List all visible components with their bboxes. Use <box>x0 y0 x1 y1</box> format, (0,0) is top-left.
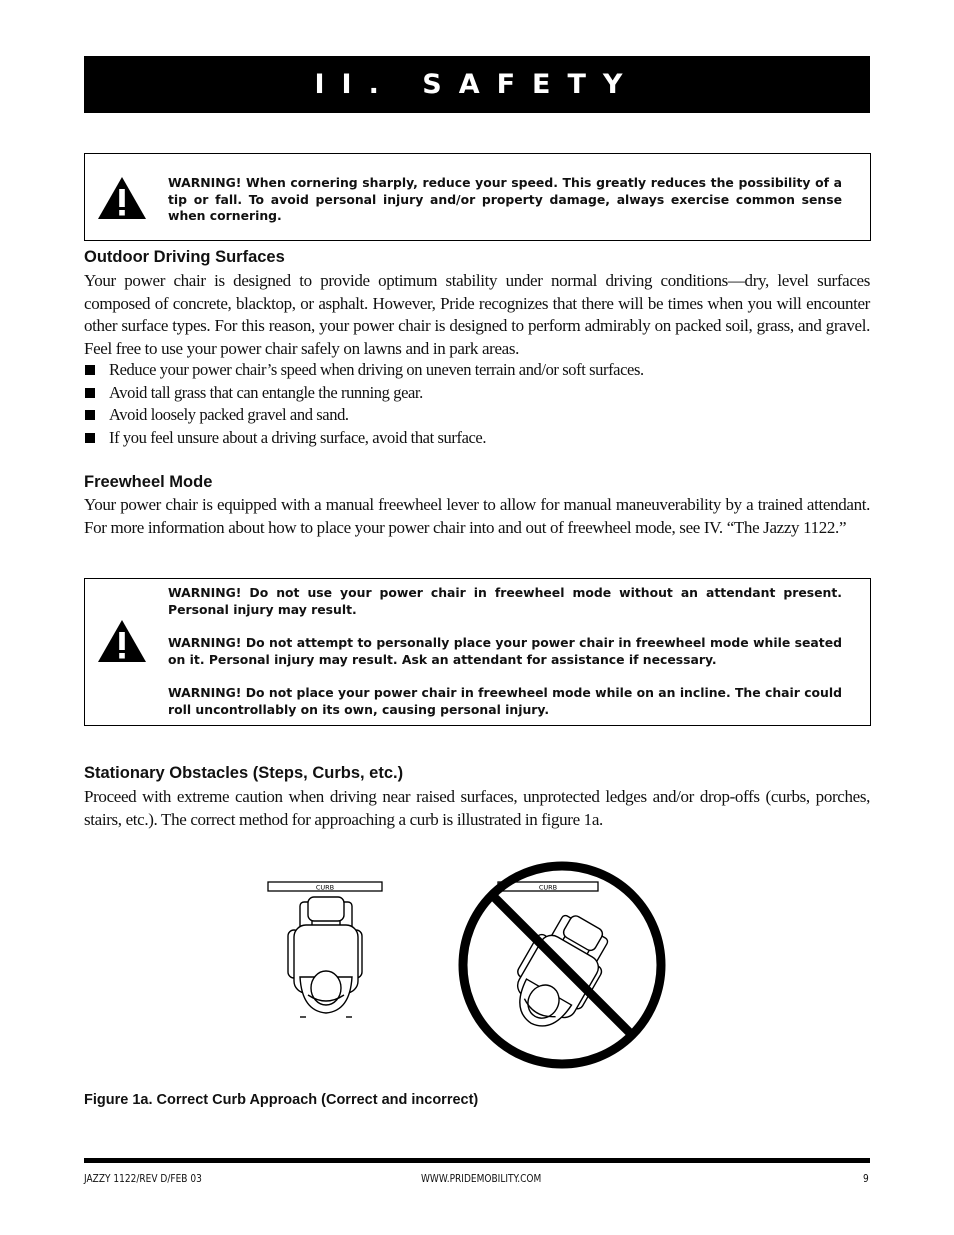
incorrect-curb-approach-illustration <box>450 855 674 1079</box>
bullet-square-icon <box>85 365 95 375</box>
curb-label: CURB <box>315 883 335 892</box>
list-item: If you feel unsure about a driving surface, avoid that surface. <box>84 427 870 450</box>
heading-stationary-obstacles: Stationary Obstacles (Steps, Curbs, etc.) <box>84 764 404 782</box>
outdoor-bullet-list <box>84 359 870 449</box>
correct-curb-approach-illustration <box>262 875 392 1025</box>
warning-text: WARNING! Do not use your power chair in freewheel mode without an attendant present. Personal injury may result. <box>168 585 842 617</box>
section-title: II. SAFETY <box>314 69 640 100</box>
warning-icon <box>97 619 147 663</box>
warning-box-freewheel <box>84 578 871 726</box>
warning-text: WARNING! Do not place your power chair in freewheel mode while on an incline. The chair could roll uncontrollably on its own, causing personal injury. <box>168 685 842 717</box>
list-item: Reduce your power chair’s speed when driving on uneven terrain and/or soft surfaces. <box>84 359 870 382</box>
footer-doc-id: JAZZY 1122/REV D/FEB 03 <box>84 1172 202 1185</box>
list-item: Avoid loosely packed gravel and sand. <box>84 404 870 427</box>
bullet-square-icon <box>85 433 95 443</box>
section-title-banner <box>84 56 870 113</box>
curb-label: CURB <box>538 883 558 892</box>
bullet-square-icon <box>85 410 95 420</box>
freewheel-paragraph: Your power chair is equipped with a manual freewheel lever to allow for manual maneuverability by a trained attendant. For more information about how to place your power chair into and out of freewheel mode, see IV. “The Jazzy 1122.” <box>84 495 870 537</box>
list-item: Avoid tall grass that can entangle the running gear. <box>84 382 870 405</box>
figure-caption: Figure 1a. Correct Curb Approach (Correct and incorrect) <box>84 1092 479 1108</box>
bullet-square-icon <box>85 388 95 398</box>
page-number: 9 <box>863 1172 869 1185</box>
warning-text: WARNING! Do not attempt to personally place your power chair in freewheel mode while seated on it. Personal injury may result. Ask an attendant for assistance if necessary. <box>168 635 842 667</box>
footer-rule <box>84 1158 870 1163</box>
outdoor-paragraph: Your power chair is designed to provide optimum stability under normal driving conditions—dry, level surfaces composed of concrete, blacktop, or asphalt. However, Pride recognizes that there will be times when you will encounter other surface types. For this reason, your power chair is designed to perform admirably on packed soil, grass, and gravel. Feel free to use your power chair safely on lawns and in park areas. <box>84 271 870 358</box>
warning-icon <box>97 176 147 220</box>
warning-text: WARNING! When cornering sharply, reduce your speed. This greatly reduces the possibility of a tip or fall. To avoid personal injury and/or property damage, always exercise common sense when cornering. <box>168 175 842 223</box>
warning-box-cornering <box>84 153 871 241</box>
footer-website: WWW.PRIDEMOBILITY.COM <box>421 1172 542 1185</box>
heading-outdoor-driving: Outdoor Driving Surfaces <box>84 248 285 266</box>
heading-freewheel-mode: Freewheel Mode <box>84 473 213 491</box>
obstacles-paragraph: Proceed with extreme caution when driving near raised surfaces, unprotected ledges and/or drop-offs (curbs, porches, stairs, etc.). The correct method for approaching a curb is illustrated in figure 1a. <box>84 787 870 829</box>
